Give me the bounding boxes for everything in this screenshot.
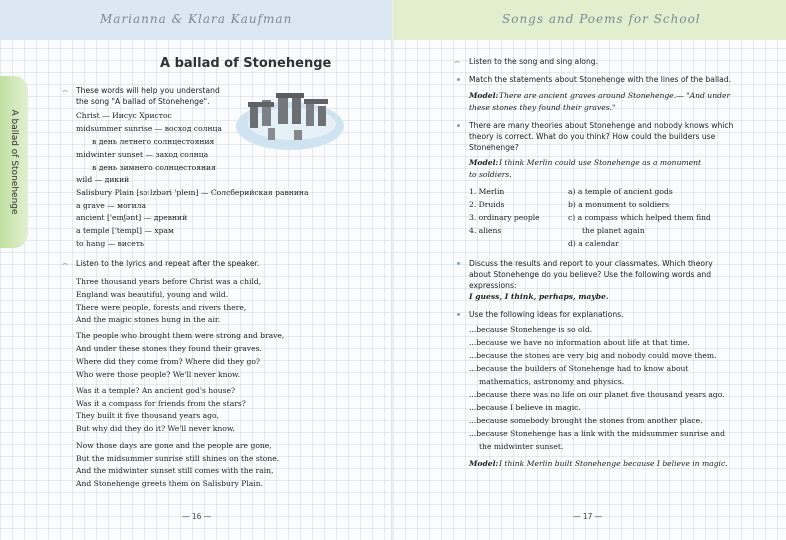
- vocab-item: Salisbury Plain [sɔːlzbəri 'pleɪn] — Солсберийская равнина: [76, 188, 309, 197]
- what-item: the planet again: [582, 226, 645, 235]
- bullet-icon: [457, 78, 460, 81]
- model-text: I think Merlin built Stonehenge because I believe in magic.: [499, 459, 728, 468]
- model-label: Model:: [469, 459, 499, 468]
- right-page-number: — 17 —: [573, 512, 603, 521]
- headphones-icon: ⌢: [62, 86, 68, 96]
- lyric-line: Now those days are gone and the people are gone,: [76, 441, 272, 450]
- model-text: I think Merlin could use Stonehenge as a monument: [499, 158, 702, 167]
- idea-line: mathematics, astronomy and physics.: [479, 377, 625, 386]
- model-label: Model:: [469, 158, 499, 167]
- model-text: There are ancient graves around Stonehenge.— "And under: [499, 91, 731, 100]
- discuss-text: about Stonehenge do you believe? Use the following words and: [469, 270, 712, 279]
- vocab-item: в день летнего солнцестояния: [92, 137, 215, 146]
- listen-instruction: Listen to the lyrics and repeat after the speaker.: [76, 259, 260, 268]
- lyric-line: Who were those people? We'll never know.: [76, 370, 241, 379]
- idea-line: ...because there was no life on our planet five thousand years ago.: [469, 390, 725, 399]
- vocab-item: wild — дикий: [76, 175, 130, 184]
- model-text: these stones they found their graves.": [469, 103, 616, 112]
- idea-line: ...because we have no information about life at that time.: [469, 338, 690, 347]
- lyric-line: And under these stones they found their graves.: [76, 344, 262, 353]
- lyric-line: And Stonehenge greets them on Salisbury Plain.: [76, 479, 264, 488]
- vocab-item: Christ — Иисус Христос: [76, 111, 172, 120]
- lyric-line: And the magic stones hung in the air.: [76, 315, 221, 324]
- who-item: 3. ordinary people: [469, 213, 540, 222]
- idea-line: ...because somebody brought the stones from another place.: [469, 416, 703, 425]
- idea-line: ...because the stones are very big and nobody could move them.: [469, 351, 717, 360]
- lyric-line: But the midsummer sunrise still shines on the stone.: [76, 454, 280, 463]
- side-tab-label: A ballad of Stonehenge: [9, 109, 19, 215]
- bullet-icon: [457, 124, 460, 127]
- who-item: 2. Druids: [469, 200, 505, 209]
- vocab-item: в день зимнего солнцестояния: [92, 163, 216, 172]
- lyric-line: But why did they do it? We'll never know.: [76, 424, 235, 433]
- theories-text: Stonehenge?: [469, 143, 519, 152]
- what-item: a) a temple of ancient gods: [568, 187, 673, 196]
- expressions: I guess, I think, perhaps, maybe.: [469, 292, 609, 301]
- right-header-title: Songs and Poems for School: [502, 12, 701, 26]
- lyric-line: Was it a compass for friends from the stars?: [76, 399, 246, 408]
- vocab-intro-line-1: These words will help you understand: [76, 86, 220, 95]
- idea-line: ...because Stonehenge has a link with the midsummer sunrise and: [469, 429, 725, 438]
- model-text: to soldiers.: [469, 170, 512, 179]
- left-page-number: — 16 —: [182, 512, 212, 521]
- lyric-line: Three thousand years before Christ was a child,: [76, 277, 262, 286]
- discuss-text: expressions:: [469, 281, 517, 290]
- vocab-intro-line-2: the song "A ballad of Stonehenge".: [76, 97, 210, 106]
- who-item: 1. Merlin: [469, 187, 505, 196]
- lyric-line: They built it five thousand years ago,: [76, 411, 220, 420]
- lyric-line: And the midwinter sunset still comes with the rain,: [76, 466, 274, 475]
- idea-line: ...because the builders of Stonehenge had to know about: [469, 364, 689, 373]
- theories-text: theory is correct. What do you think? How could the builders use: [469, 132, 716, 141]
- vocab-item: a grave — могила: [76, 201, 147, 210]
- bullet-icon: [457, 262, 460, 265]
- lyric-line: England was beautiful, young and wild.: [76, 290, 229, 299]
- page-title: A ballad of Stonehenge: [160, 56, 332, 71]
- lyric-line: Was it a temple? An ancient god's house?: [76, 386, 236, 395]
- ideas-intro: Use the following ideas for explanations.: [469, 310, 624, 319]
- what-item: b) a monument to soldiers: [568, 200, 670, 209]
- discuss-text: Discuss the results and report to your classmates. Which theory: [469, 259, 713, 268]
- idea-line: the midwinter sunset.: [479, 442, 564, 451]
- theories-text: There are many theories about Stonehenge and nobody knows which: [469, 121, 734, 130]
- idea-line: ...because I believe in magic.: [469, 403, 581, 412]
- listen-sing-instruction: Listen to the song and sing along.: [469, 57, 599, 66]
- side-tab: [0, 76, 28, 248]
- stonehenge-illustration: [232, 84, 344, 152]
- what-item: d) a calendar: [568, 239, 619, 248]
- bullet-icon: [457, 313, 460, 316]
- vocab-item: midwinter sunset — заход солнца: [76, 150, 209, 159]
- who-item: 4. aliens: [469, 226, 502, 235]
- model-label: Model:: [469, 91, 499, 100]
- what-item: c) a compass which helped them find: [568, 213, 711, 222]
- vocab-item: a temple ['templ] — храм: [76, 226, 174, 235]
- vocab-item: midsummer sunrise — восход солнца: [76, 124, 222, 133]
- headphones-icon: ⌢: [454, 57, 460, 67]
- vocab-item: to hang — висеть: [76, 239, 145, 248]
- match-instruction: Match the statements about Stonehenge with the lines of the ballad.: [469, 75, 732, 84]
- vocab-item: ancient ['eɪnʃənt] — древний: [76, 213, 188, 222]
- lyric-line: Where did they come from? Where did they go?: [76, 357, 261, 366]
- idea-line: ...because Stonehenge is so old.: [469, 325, 593, 334]
- lyric-line: The people who brought them were strong and brave,: [76, 331, 285, 340]
- lyric-line: There were people, forests and rivers there,: [76, 303, 247, 312]
- headphones-icon: ⌢: [62, 259, 68, 269]
- left-header-title: Marianna & Klara Kaufman: [100, 12, 293, 26]
